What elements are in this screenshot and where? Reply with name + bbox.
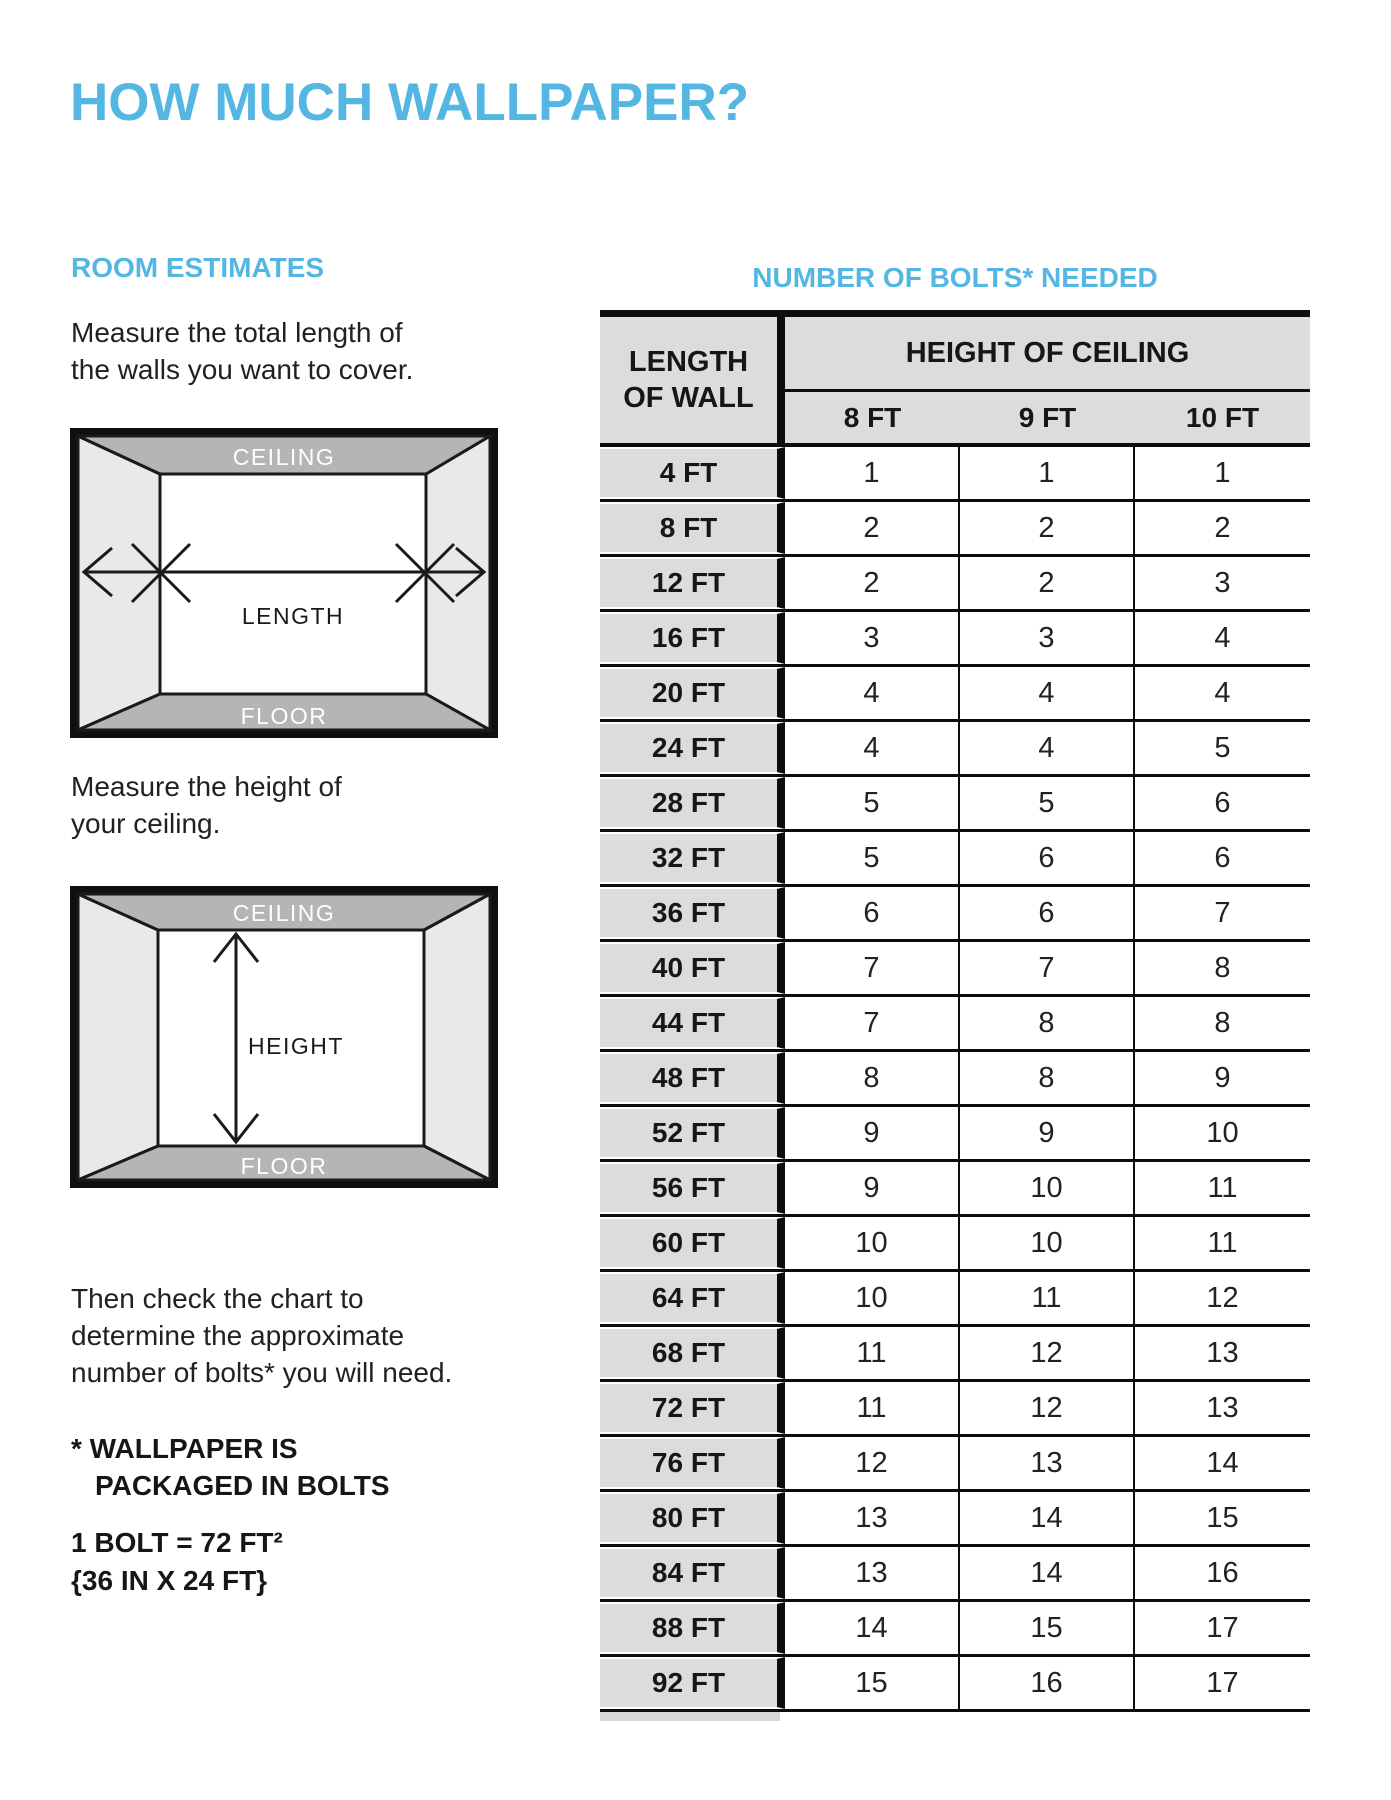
wall-length-cell: 56 FT	[600, 1162, 785, 1214]
height-measure-label: HEIGHT	[248, 1033, 344, 1059]
bolt-count-cell: 8	[785, 1052, 960, 1104]
instruction-step-1-line-2: the walls you want to cover.	[71, 354, 414, 385]
table-row	[600, 1602, 1310, 1657]
table-row	[600, 557, 1310, 612]
back-wall-face	[160, 474, 426, 694]
table-row	[600, 1272, 1310, 1327]
table-rows	[600, 447, 1310, 1712]
table-header	[600, 317, 1310, 447]
table-row	[600, 1327, 1310, 1382]
bolt-count-cell: 7	[960, 942, 1135, 994]
bolt-count-cell: 14	[960, 1547, 1135, 1599]
right-wall-face	[424, 894, 490, 1180]
bolt-count-cell: 13	[1135, 1327, 1310, 1379]
ceiling-subheader-9ft: 9 FT	[1018, 401, 1077, 433]
instruction-step-1-line-1: Measure the total length of	[71, 317, 403, 348]
bolt-definition-line-1: 1 BOLT = 72 FT²	[71, 1527, 283, 1558]
wall-length-cell: 76 FT	[600, 1437, 785, 1489]
bolt-count-cell: 4	[1135, 612, 1310, 664]
bolt-count-cell: 11	[960, 1272, 1135, 1324]
bolt-count-cell: 6	[1135, 777, 1310, 829]
bolt-count-cell: 9	[960, 1107, 1135, 1159]
ceiling-group-header: HEIGHT OF CEILING	[785, 317, 1310, 392]
table-row	[600, 1052, 1310, 1107]
wall-length-cell: 36 FT	[600, 887, 785, 939]
wall-length-cell: 72 FT	[600, 1382, 785, 1434]
bolt-count-cell: 6	[960, 832, 1135, 884]
room-estimates-heading: ROOM ESTIMATES	[71, 252, 325, 283]
bolt-count-cell: 14	[1135, 1437, 1310, 1489]
bolt-count-cell: 10	[1135, 1107, 1310, 1159]
wall-length-header-line-1: LENGTH	[628, 346, 749, 378]
wall-length-cell: 40 FT	[600, 942, 785, 994]
bolts-table	[600, 310, 1310, 1721]
table-row	[600, 1437, 1310, 1492]
bolt-count-cell: 1	[1135, 447, 1310, 499]
bolt-count-cell: 3	[960, 612, 1135, 664]
table-row	[600, 1547, 1310, 1602]
bolt-count-cell: 2	[1135, 502, 1310, 554]
bolt-count-cell: 13	[1135, 1382, 1310, 1434]
bolt-count-cell: 2	[960, 502, 1135, 554]
bolt-count-cell: 10	[960, 1162, 1135, 1214]
bolt-count-cell: 1	[785, 447, 960, 499]
bolt-count-cell: 12	[960, 1327, 1135, 1379]
ceiling-label: CEILING	[232, 444, 336, 470]
bolt-count-cell: 10	[785, 1272, 960, 1324]
bolts-footnote-line-1: * WALLPAPER IS	[71, 1433, 298, 1464]
bolt-count-cell: 4	[960, 667, 1135, 719]
bolt-count-cell: 11	[785, 1327, 960, 1379]
bolt-count-cell: 5	[1135, 722, 1310, 774]
instruction-step-2-line-2: your ceiling.	[71, 808, 221, 839]
room-height-diagram	[70, 886, 498, 1188]
bolt-count-cell: 5	[960, 777, 1135, 829]
table-row	[600, 612, 1310, 667]
table-row	[600, 502, 1310, 557]
room-length-diagram	[70, 428, 498, 738]
bolt-definition-line-2: {36 IN X 24 FT}	[71, 1565, 268, 1596]
bolt-count-cell: 5	[785, 832, 960, 884]
ceiling-header-group	[785, 317, 1310, 443]
wall-length-cell: 20 FT	[600, 667, 785, 719]
bolt-count-cell: 7	[1135, 887, 1310, 939]
table-row	[600, 887, 1310, 942]
bolt-count-cell: 11	[1135, 1217, 1310, 1269]
wall-length-cell: 68 FT	[600, 1327, 785, 1379]
table-bottom-tab	[600, 1712, 780, 1721]
instruction-step-3-line-3: number of bolts* you will need.	[71, 1357, 453, 1388]
table-row	[600, 832, 1310, 887]
table-row	[600, 1107, 1310, 1162]
wall-length-cell: 64 FT	[600, 1272, 785, 1324]
bolt-count-cell: 7	[785, 942, 960, 994]
floor-label: FLOOR	[240, 1153, 328, 1179]
bolts-footnote-line-2: PACKAGED IN BOLTS	[95, 1470, 390, 1501]
bolt-count-cell: 4	[960, 722, 1135, 774]
bolt-count-cell: 6	[960, 887, 1135, 939]
bolt-count-cell: 6	[1135, 832, 1310, 884]
ceiling-subheader-10ft: 10 FT	[1185, 401, 1260, 433]
wall-length-cell: 28 FT	[600, 777, 785, 829]
table-row	[600, 1162, 1310, 1217]
table-row	[600, 447, 1310, 502]
table-row	[600, 1217, 1310, 1272]
wall-length-cell: 24 FT	[600, 722, 785, 774]
instruction-step-1	[71, 314, 413, 388]
wall-length-cell: 16 FT	[600, 612, 785, 664]
wall-length-cell: 4 FT	[600, 447, 785, 499]
bolt-count-cell: 14	[960, 1492, 1135, 1544]
bolt-count-cell: 6	[785, 887, 960, 939]
bolt-count-cell: 15	[1135, 1492, 1310, 1544]
bolt-count-cell: 8	[960, 1052, 1135, 1104]
bolt-count-cell: 8	[960, 997, 1135, 1049]
bolt-count-cell: 2	[960, 557, 1135, 609]
table-row	[600, 777, 1310, 832]
table-row	[600, 1382, 1310, 1437]
left-wall-face	[78, 436, 160, 730]
bolt-count-cell: 2	[785, 502, 960, 554]
bolt-count-cell: 2	[785, 557, 960, 609]
wall-length-cell: 88 FT	[600, 1602, 785, 1654]
wall-length-cell: 8 FT	[600, 502, 785, 554]
instruction-step-2-line-1: Measure the height of	[71, 771, 342, 802]
table-row	[600, 667, 1310, 722]
bolt-count-cell: 8	[1135, 942, 1310, 994]
bolt-count-cell: 10	[960, 1217, 1135, 1269]
table-row	[600, 942, 1310, 997]
wall-length-column-header	[600, 317, 785, 443]
bolt-count-cell: 17	[1135, 1602, 1310, 1654]
ceiling-subheader-8ft: 8 FT	[843, 401, 902, 433]
bolts-footnote	[71, 1430, 390, 1504]
left-wall-face	[78, 894, 158, 1180]
table-top-border	[600, 310, 1310, 317]
ceiling-label: CEILING	[232, 900, 336, 926]
wall-length-cell: 12 FT	[600, 557, 785, 609]
instruction-step-2	[71, 768, 342, 842]
bolt-count-cell: 9	[785, 1162, 960, 1214]
bolt-count-cell: 4	[785, 722, 960, 774]
bolt-count-cell: 16	[960, 1657, 1135, 1709]
bolt-definition	[71, 1524, 283, 1600]
bolt-count-cell: 9	[1135, 1052, 1310, 1104]
bolt-count-cell: 17	[1135, 1657, 1310, 1709]
bolt-count-cell: 8	[1135, 997, 1310, 1049]
bolt-count-cell: 12	[1135, 1272, 1310, 1324]
wall-length-cell: 92 FT	[600, 1657, 785, 1709]
wall-length-cell: 84 FT	[600, 1547, 785, 1599]
length-measure-label: LENGTH	[241, 603, 345, 629]
bolt-count-cell: 13	[785, 1492, 960, 1544]
bolt-count-cell: 9	[785, 1107, 960, 1159]
bolt-count-cell: 4	[785, 667, 960, 719]
wall-length-cell: 60 FT	[600, 1217, 785, 1269]
instruction-step-3-line-2: determine the approximate	[71, 1320, 405, 1351]
table-row	[600, 1492, 1310, 1547]
table-row	[600, 997, 1310, 1052]
bolt-count-cell: 12	[785, 1437, 960, 1489]
bolt-count-cell: 16	[1135, 1547, 1310, 1599]
bolt-count-cell: 3	[785, 612, 960, 664]
bolt-count-cell: 15	[785, 1657, 960, 1709]
wall-length-header-line-2: OF WALL	[623, 382, 754, 414]
bolts-table-heading: NUMBER OF BOLTS* NEEDED	[752, 262, 1158, 293]
bolt-count-cell: 7	[785, 997, 960, 1049]
instruction-step-3-line-1: Then check the chart to	[71, 1283, 364, 1314]
bolt-count-cell: 15	[960, 1602, 1135, 1654]
bolt-count-cell: 5	[785, 777, 960, 829]
floor-label: FLOOR	[240, 703, 328, 729]
wall-length-cell: 52 FT	[600, 1107, 785, 1159]
instruction-step-3	[71, 1280, 452, 1391]
bolt-count-cell: 11	[1135, 1162, 1310, 1214]
wall-length-cell: 48 FT	[600, 1052, 785, 1104]
wall-length-cell: 32 FT	[600, 832, 785, 884]
bolt-count-cell: 3	[1135, 557, 1310, 609]
bolt-count-cell: 1	[960, 447, 1135, 499]
table-row	[600, 722, 1310, 777]
bolt-count-cell: 10	[785, 1217, 960, 1269]
page-title: HOW MUCH WALLPAPER?	[70, 73, 750, 132]
bolt-count-cell: 14	[785, 1602, 960, 1654]
bolt-count-cell: 13	[785, 1547, 960, 1599]
wall-length-cell: 44 FT	[600, 997, 785, 1049]
bolt-count-cell: 12	[960, 1382, 1135, 1434]
table-row	[600, 1657, 1310, 1712]
bolt-count-cell: 13	[960, 1437, 1135, 1489]
ceiling-subheaders	[785, 392, 1310, 443]
bolt-count-cell: 4	[1135, 667, 1310, 719]
wall-length-cell: 80 FT	[600, 1492, 785, 1544]
bolt-count-cell: 11	[785, 1382, 960, 1434]
